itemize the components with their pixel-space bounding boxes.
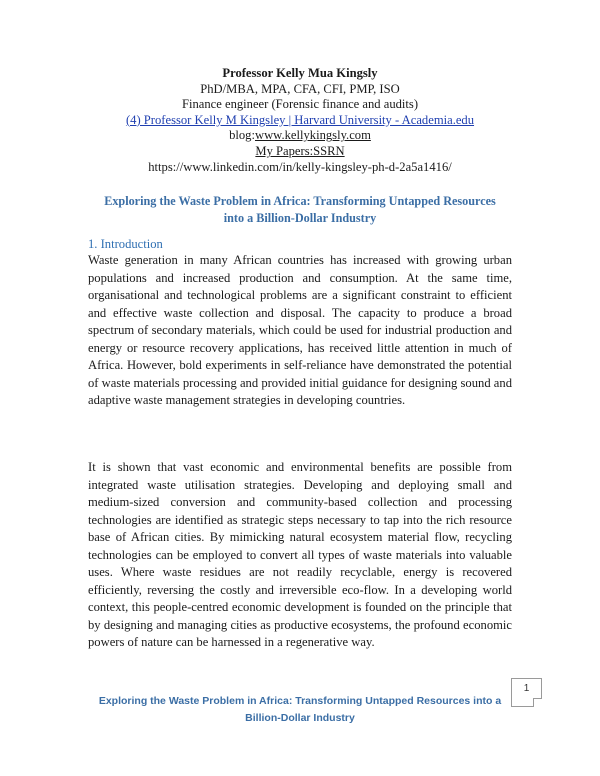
body-paragraph-1: Waste generation in many African countries has increased with growing urban populations and increased production and consumption. At the same time, organisational and technological problems are a significant constraint to efficient and effective waste collection and disposal. The capacity to produce a broad spectrum of secondary materials, which could be used for industrial production and energy or resource recovery applications, has received little attention in much of Africa. However, bold experiments in self-reliance have demonstrated the potential of waste materials processing and provided initial guidance for designing sound and adaptive waste management strategies in developing countries. — [88, 253, 512, 407]
running-footer — [80, 693, 520, 727]
blog-prefix: blog: — [229, 128, 255, 143]
papers-link[interactable]: My Papers:SSRN — [255, 143, 345, 158]
author-credentials: PhD/MBA, MPA, CFA, CFI, PMP, ISO — [200, 81, 400, 96]
author-role: Finance engineer (Forensic finance and audits) — [181, 97, 419, 112]
footer-line-2: Billion-Dollar Industry — [245, 712, 355, 724]
footer-line-1: Exploring the Waste Problem in Africa: Transforming Untapped Resources into a — [98, 695, 502, 707]
paper-title-line-2: into a Billion-Dollar Industry — [223, 211, 377, 225]
academia-link[interactable]: (4) Professor Kelly M Kingsley | Harvard University - Academia.edu — [125, 112, 475, 127]
paper-title — [80, 193, 520, 227]
section-heading: 1. Introduction — [88, 237, 163, 251]
page-number: 1 — [523, 683, 530, 694]
author-header — [88, 66, 512, 175]
linkedin-url: https://www.linkedin.com/in/kelly-kingsley-ph-d-2a5a1416/ — [148, 159, 452, 174]
blog-link[interactable]: www.kellykingsly.com — [254, 128, 371, 143]
blog-line — [88, 128, 512, 144]
author-name: Professor Kelly Mua Kingsly — [222, 66, 378, 80]
body-paragraph-2: It is shown that vast economic and environmental benefits are possible from integrated waste utilisation strategies. Developing and deploying small and medium-sized conversion and community-based collection and processing technologies are identified as strategic steps necessary to tap into the rich resource base of African cities. By mimicking natural ecosystem material flow, recycling technologies can be employed to convert all types of waste materials into valuable uses. Where waste residues are not readily recyclable, energy is recovered efficiently, reversing the costly and irreversible eco-flow. In a developing world context, this people-centred economic development is founded on the principle that by designing and managing cities as productive ecosystems, the profound economic powers of nature can be harnessed in a regenerative way. — [88, 460, 512, 649]
paper-title-line-1: Exploring the Waste Problem in Africa: Transforming Untapped Resources — [104, 194, 496, 208]
